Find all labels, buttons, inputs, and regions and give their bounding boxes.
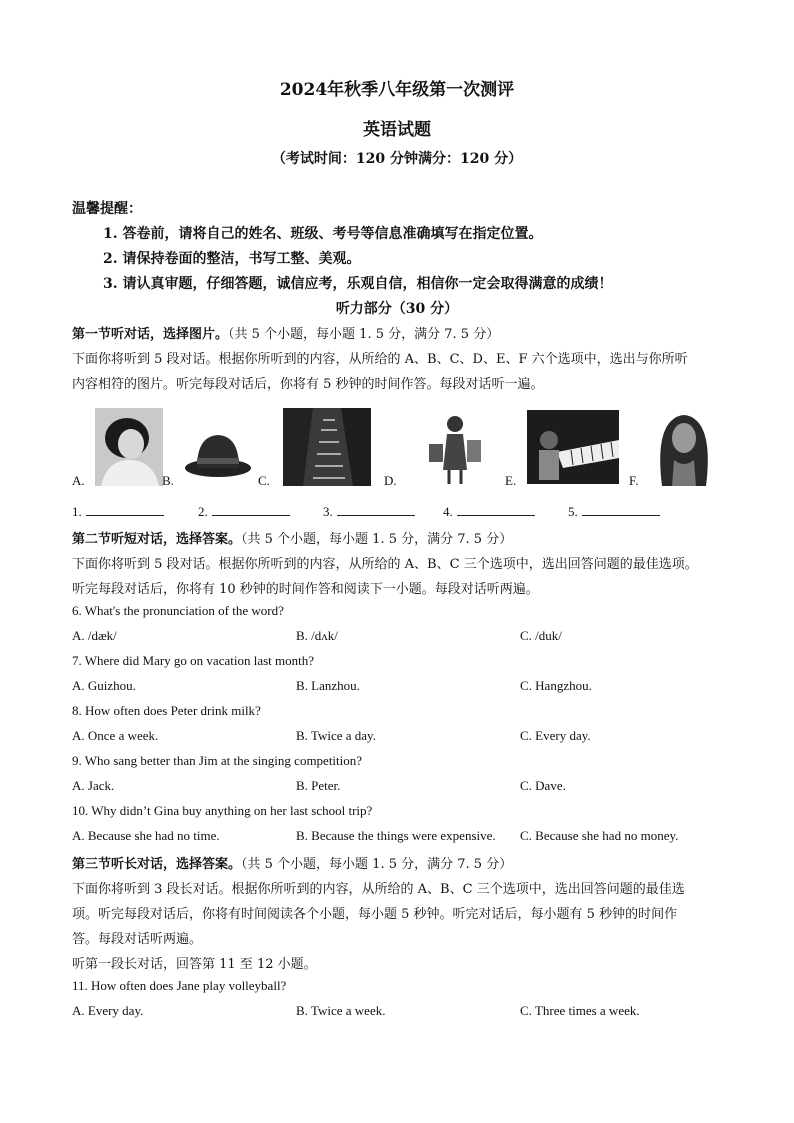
question-10: 10. Why didn’t Gina buy anything on her last school trip? xyxy=(72,803,373,818)
stone-stairs-photo xyxy=(283,408,371,486)
reminder-heading: 温馨提醒： xyxy=(72,201,142,217)
answer-blank[interactable]: 5. xyxy=(568,503,660,520)
picture-label-c: C. xyxy=(258,473,270,488)
option-a[interactable]: A. Guizhou. xyxy=(72,678,136,693)
long-hair-girl-photo xyxy=(650,408,718,486)
answer-blank[interactable]: 1. xyxy=(72,503,164,520)
option-c[interactable]: C. /duk/ xyxy=(520,628,562,643)
question-11: 11. How often does Jane play volleyball? xyxy=(72,978,287,993)
option-a[interactable]: A. Every day. xyxy=(72,1003,144,1018)
section3-instructions: 项。听完每段对话后，你将有时间阅读各个小题，每小题 5 秒钟。听完对话后，每小题有 5 秒钟的时间作 xyxy=(72,907,678,922)
section1-instructions: 下面你将听到 5 段对话。根据你所听到的内容，从所给的 A、B、C、D、E、F 六个选项中，选出与你所听 xyxy=(72,352,688,367)
picture-label-b: B. xyxy=(162,473,174,488)
option-b[interactable]: B. Twice a day. xyxy=(296,728,376,743)
section1-title: 第一节听对话，选择图片。 xyxy=(72,327,229,342)
hat-photo xyxy=(183,430,253,480)
picture-label-d: D. xyxy=(384,473,397,488)
section3-title: 第三节听长对话，选择答案。 xyxy=(72,857,242,872)
picture-label-e: E. xyxy=(505,473,517,488)
option-c[interactable]: C. Hangzhou. xyxy=(520,678,592,693)
question-7: 7. Where did Mary go on vacation last month? xyxy=(72,653,315,668)
picture-label-a: A. xyxy=(72,473,85,488)
exam-info: （考试时间：120 分钟满分：120 分） xyxy=(271,151,523,167)
option-b[interactable]: B. Peter. xyxy=(296,778,341,793)
section2-title: 第二节听短对话，选择答案。 xyxy=(72,532,242,547)
section2-header xyxy=(72,528,512,547)
answer-blank[interactable]: 4. xyxy=(443,503,535,520)
option-b[interactable]: B. /dʌk/ xyxy=(296,628,338,643)
reminder-item: 1. 答卷前，请将自己的姓名、班级、考号等信息准确填写在指定位置。 xyxy=(103,226,543,242)
section1-header xyxy=(72,323,499,342)
section3-instructions: 答。每段对话听两遍。 xyxy=(72,932,203,947)
section1-score: （共 5 个小题，每小题 1. 5 分，满分 7. 5 分） xyxy=(228,327,500,342)
section2-score: （共 5 个小题，每小题 1. 5 分，满分 7. 5 分） xyxy=(241,532,513,547)
exam-subtitle: 英语试题 xyxy=(363,120,431,140)
section1-instructions: 内容相符的图片。听完每段对话后，你将有 5 秒钟的时间作答。每段对话听一遍。 xyxy=(72,377,544,392)
section2-instructions: 下面你将听到 5 段对话。根据你所听到的内容，从所给的 A、B、C 三个选项中，选出回答问题的最佳选项。 xyxy=(72,557,698,572)
answer-blank[interactable]: 3. xyxy=(323,503,415,520)
section3-header xyxy=(72,853,512,872)
option-b[interactable]: B. Because the things were expensive. xyxy=(296,828,496,843)
answer-blank[interactable]: 2. xyxy=(198,503,290,520)
section2-instructions: 听完每段对话后，你将有 10 秒钟的时间作答和阅读下一小题。每段对话听两遍。 xyxy=(72,582,539,597)
girl-shopping-bags-photo xyxy=(425,410,485,486)
option-b[interactable]: B. Lanzhou. xyxy=(296,678,360,693)
question-9: 9. Who sang better than Jim at the singing competition? xyxy=(72,753,363,768)
option-a[interactable]: A. /dæk/ xyxy=(72,628,117,643)
picture-label-f: F. xyxy=(629,473,639,488)
section3-score: （共 5 个小题，每小题 1. 5 分，满分 7. 5 分） xyxy=(241,857,513,872)
option-b[interactable]: B. Twice a week. xyxy=(296,1003,386,1018)
question-8: 8. How often does Peter drink milk? xyxy=(72,703,261,718)
option-a[interactable]: A. Jack. xyxy=(72,778,115,793)
reminder-item: 3. 请认真审题，仔细答题，诚信应考，乐观自信，相信你一定会取得满意的成绩！ xyxy=(103,276,613,292)
child-piano-photo xyxy=(527,410,619,484)
woman-portrait-photo xyxy=(95,408,163,486)
listening-heading: 听力部分（30 分） xyxy=(335,301,459,317)
option-a[interactable]: A. Once a week. xyxy=(72,728,159,743)
exam-title: 2024年秋季八年级第一次测评 xyxy=(279,80,515,100)
section3-instructions: 下面你将听到 3 段长对话。根据你所听到的内容，从所给的 A、B、C 三个选项中，选出回答问题的最佳选 xyxy=(72,882,685,897)
option-c[interactable]: C. Every day. xyxy=(520,728,591,743)
option-c[interactable]: C. Three times a week. xyxy=(520,1003,640,1018)
option-c[interactable]: C. Dave. xyxy=(520,778,566,793)
question-6: 6. What's the pronunciation of the word? xyxy=(72,603,284,618)
option-c[interactable]: C. Because she had no money. xyxy=(520,828,679,843)
reminder-item: 2. 请保持卷面的整洁，书写工整、美观。 xyxy=(103,251,361,267)
option-a[interactable]: A. Because she had no time. xyxy=(72,828,220,843)
section3-sub-instructions: 听第一段长对话，回答第 11 至 12 小题。 xyxy=(72,957,317,972)
